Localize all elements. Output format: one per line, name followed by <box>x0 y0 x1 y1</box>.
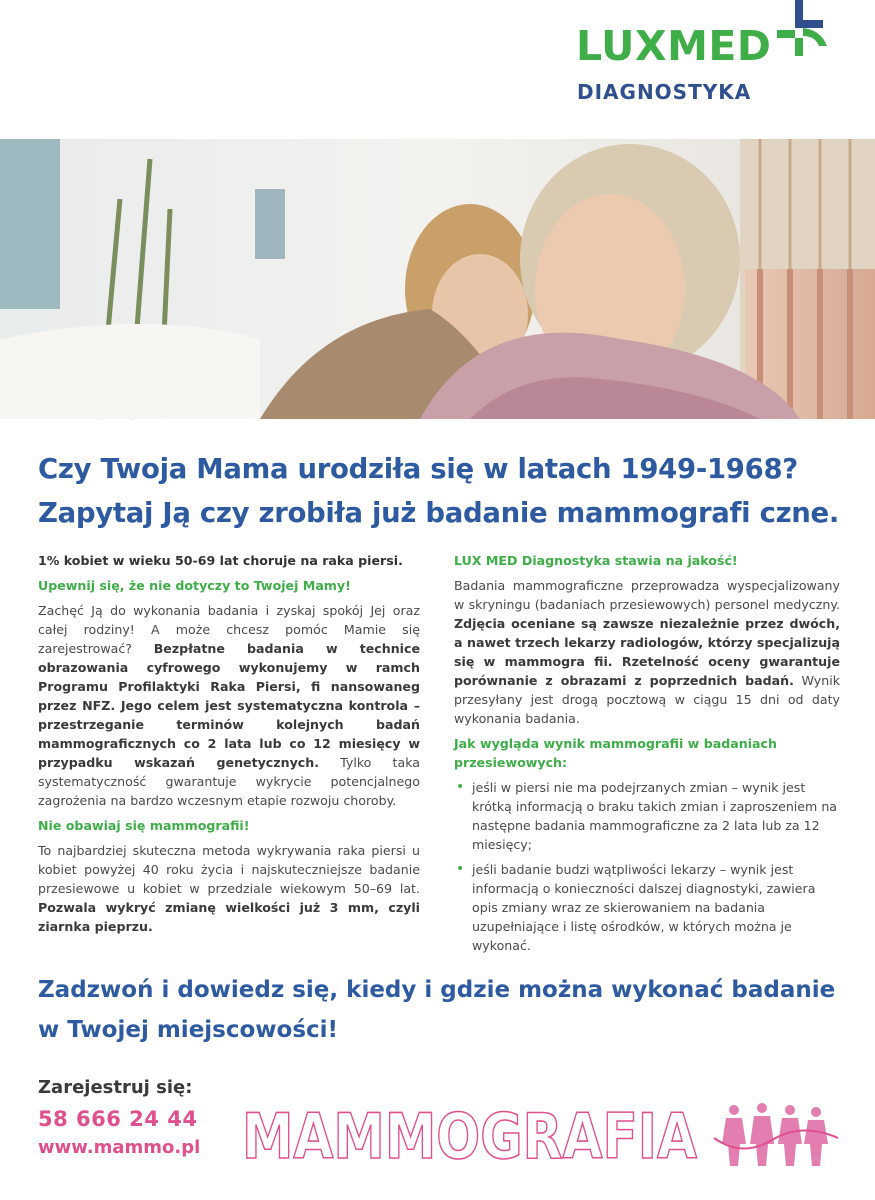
call-to-action <box>38 970 858 1050</box>
right-p1-text-c: Wynik przesyłany jest drogą pocztową w ciągu 15 dni od daty wykonania badania. <box>454 673 840 726</box>
register-website-link[interactable]: www.mammo.pl <box>38 1137 201 1158</box>
logo-subtitle: DIAGNOSTYKA <box>577 80 752 104</box>
register-phone[interactable]: 58 666 24 44 <box>38 1107 198 1131</box>
headline-line-1: Czy Twoja Mama urodziła się w latach 1949-1968? <box>38 453 798 485</box>
list-item-text: jeśli w piersi nie ma podejrzanych zmian – wynik jest krótką informacją o braku takich zmian i zaproszeniem na następne badania mammograficzne za 2 lata lub za 12 miesięcy; <box>472 780 838 852</box>
list-item <box>454 778 840 854</box>
logo-brand: LUXMED <box>576 22 772 70</box>
right-paragraph-1 <box>454 576 840 728</box>
hero-photo <box>0 139 875 419</box>
logo-mark-icon <box>775 0 835 60</box>
left-column <box>38 551 420 942</box>
women-figures-icon <box>712 1098 842 1168</box>
left-paragraph-1 <box>38 601 420 810</box>
list-item <box>454 860 840 955</box>
register-title: Zarejestruj się: <box>38 1077 193 1098</box>
left-heading-2: Nie obawiaj się mammografii! <box>38 818 250 833</box>
left-lead: 1% kobiet w wieku 50-69 lat choruje na raka piersi. <box>38 553 403 568</box>
right-p1-text-a: Badania mammograficzne przeprowadza wyspecjalizowany w skryningu (badaniach przesiewowych) personel medyczny. <box>454 578 840 612</box>
left-p1-text-bold: Bezpłatne badania w technice obrazowania cyfrowego wykonujemy w ramch Programu Profilaktyki Raka Piersi, fi nansowaneg przez NFZ. Jego celem jest systematyczna kontrola – przestrzeganie terminów kolejnych badań mammograficznych co 2 lata lub co 12 miesięcy w przypadku wskazań genetycznych. <box>38 641 420 770</box>
right-heading-2: Jak wygląda wynik mammografii w badaniach przesiewowych: <box>454 736 777 770</box>
bullet-icon: • <box>456 861 465 877</box>
left-p2-text-bold: Pozwala wykryć zmianę wielkości już 3 mm, czyli ziarnka pieprzu. <box>38 900 420 934</box>
bullet-icon: • <box>456 779 465 795</box>
left-heading-1: Upewnij się, że nie dotyczy to Twojej Mamy! <box>38 578 351 593</box>
cta-line-2: w Twojej miejscowości! <box>38 1017 339 1043</box>
list-item-text: jeśli badanie budzi wątpliwości lekarzy – wynik jest informacją o konieczności dalszej diagnostyki, zawiera opis zmiany wraz ze skierowaniem na badania uzupełniające i listę ośrodków, w których można je wykonać. <box>472 862 816 953</box>
right-heading-1: LUX MED Diagnostyka stawia na jakość! <box>454 553 738 568</box>
right-p1-text-bold: Zdjęcia oceniane są zawsze niezależnie przez dwóch, a nawet trzech lekarzy radiologów, którzy specjalizują się w mammogra fii. Rzetelność oceny gwarantuje porównanie z obrazami z poprzednich badań. <box>454 616 840 688</box>
mammografia-text: MAMMOGRAFIA <box>242 1100 698 1173</box>
headline-line-2: Zapytaj Ją czy zrobiła już badanie mammografi czne. <box>38 497 840 529</box>
result-list <box>454 778 840 955</box>
left-p1-text-c: Tylko taka systematyczność gwarantuje wykrycie potencjalnego zagrożenia na bardzo wczesnym etapie rozwoju choroby. <box>38 755 420 808</box>
luxmed-logo <box>535 0 835 120</box>
headline <box>38 447 858 535</box>
left-paragraph-2 <box>38 841 420 936</box>
mammografia-wordmark <box>242 1100 702 1173</box>
left-p2-text-a: To najbardziej skuteczna metoda wykrywania raka piersi u kobiet powyżej 40 roku życia i najskuteczniejsze badanie przesiewowe u kobiet w przedziale wiekowym 50–69 lat. <box>38 843 420 896</box>
cta-line-1: Zadzwoń i dowiedz się, kiedy i gdzie można wykonać badanie <box>38 977 836 1003</box>
left-p1-text-a: Zachęć Ją do wykonania badania i zyskaj spokój Jej oraz całej rodziny! A może chcesz pomóc Mamie się zarejestrować? <box>38 603 420 656</box>
right-column <box>454 551 840 961</box>
